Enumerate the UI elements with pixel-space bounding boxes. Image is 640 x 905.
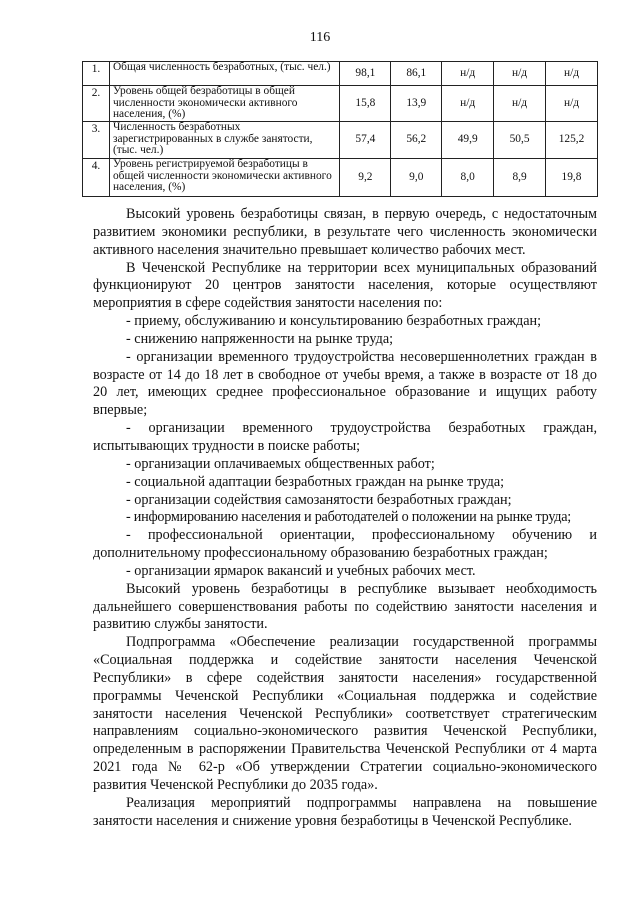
row-label: Уровень регистрируемой безработицы в общей численности экономически активного населения, (%) (109, 159, 340, 197)
table-cell: 98,1 (340, 62, 391, 86)
table-cell: 56,2 (391, 122, 442, 159)
row-label: Уровень общей безработицы в общей численности экономически активного населения, (%) (109, 86, 340, 122)
row-number: 3. (83, 122, 110, 159)
table-cell: 8,0 (442, 159, 494, 197)
list-item: - организации ярмарок вакансий и учебных рабочих мест. (126, 562, 476, 579)
table-cell: 9,0 (391, 159, 442, 197)
table-cell: 125,2 (546, 122, 598, 159)
row-label: Численность безработных зарегистрированных в службе занятости, (тыс. чел.) (109, 122, 340, 159)
paragraph: Подпрограмма «Обеспечение реализации государственной программы «Социальная поддержка и содействие занятости населения Чеченской Республики» в сфере содействия занятости населения» государственной программы Чеченской Республики «Социальная поддержка и содействие занятости населения Чеченской Республики» соответствует стратегическим направлениям социально-экономического развития Чеченской Республики, определенным в распоряжении Правительства Чеченской Республики от 4 марта 2021 года № 62-р «Об утверждении Стратегии социально-экономического развития Чеченской Республики до 2035 года». (93, 634, 597, 793)
table-cell: 19,8 (546, 159, 598, 197)
table-cell: н/д (494, 86, 546, 122)
table-row (83, 86, 598, 122)
row-number: 4. (83, 159, 110, 197)
list-item: - организации временного трудоустройства несовершеннолетних граждан в возрасте от 14 до 18 лет в свободное от учебы время, а также в возрасте от 18 до 20 лет, имеющих среднее профессиональное образование и ищущих работу впервые; (93, 348, 597, 419)
table-cell: 13,9 (391, 86, 442, 122)
table-cell: н/д (494, 62, 546, 86)
table-cell: 49,9 (442, 122, 494, 159)
list-item: - социальной адаптации безработных граждан на рынке труда; (126, 473, 505, 490)
table-cell: 15,8 (340, 86, 391, 122)
list-item: - приему, обслуживанию и консультированию безработных граждан; (126, 313, 542, 330)
table-cell: н/д (442, 86, 494, 122)
table-cell: 8,9 (494, 159, 546, 197)
list-item: - снижению напряженности на рынке труда; (126, 330, 394, 347)
paragraph: Реализация мероприятий подпрограммы направлена на повышение занятости населения и снижение уровня безработицы в Чеченской Республике. (93, 794, 597, 829)
row-label: Общая численность безработных, (тыс. чел.) (109, 62, 340, 86)
list-item: - информированию населения и работодателей о положении на рынке труда; (126, 509, 571, 526)
list-item: - профессиональной ориентации, профессиональному обучению и дополнительному профессиональному образованию безработных граждан; (93, 527, 597, 562)
table-row (83, 122, 598, 159)
row-number: 2. (83, 86, 110, 122)
table-cell: н/д (546, 62, 598, 86)
statistics-table (82, 61, 598, 197)
table-cell: 9,2 (340, 159, 391, 197)
page-number: 116 (309, 30, 331, 45)
paragraph: Высокий уровень безработицы в республике вызывает необходимость дальнейшего совершенствования работы по содействию занятости населения и развитию службы занятости. (93, 580, 597, 633)
table-row (83, 62, 598, 86)
table-cell: 86,1 (391, 62, 442, 86)
list-item: - организации оплачиваемых общественных работ; (126, 455, 435, 472)
body-text (93, 206, 597, 831)
table-cell: 57,4 (340, 122, 391, 159)
table-row (83, 159, 598, 197)
table-cell: 50,5 (494, 122, 546, 159)
row-number: 1. (83, 62, 110, 86)
list-item: - организации временного трудоустройства безработных граждан, испытывающих трудности в поиске работы; (93, 420, 597, 454)
paragraph: Высокий уровень безработицы связан, в первую очередь, с недостаточным развитием экономики республики, в результате чего численность экономически активного населения значительно превышает количество рабочих мест. (93, 206, 597, 258)
table-cell: н/д (442, 62, 494, 86)
paragraph: В Чеченской Республике на территории всех муниципальных образований функционируют 20 центров занятости населения, которые осуществляют мероприятия в сфере содействия занятости населения по: (93, 259, 597, 312)
table-cell: н/д (546, 86, 598, 122)
list-item: - организации содействия самозанятости безработных граждан; (126, 491, 512, 508)
